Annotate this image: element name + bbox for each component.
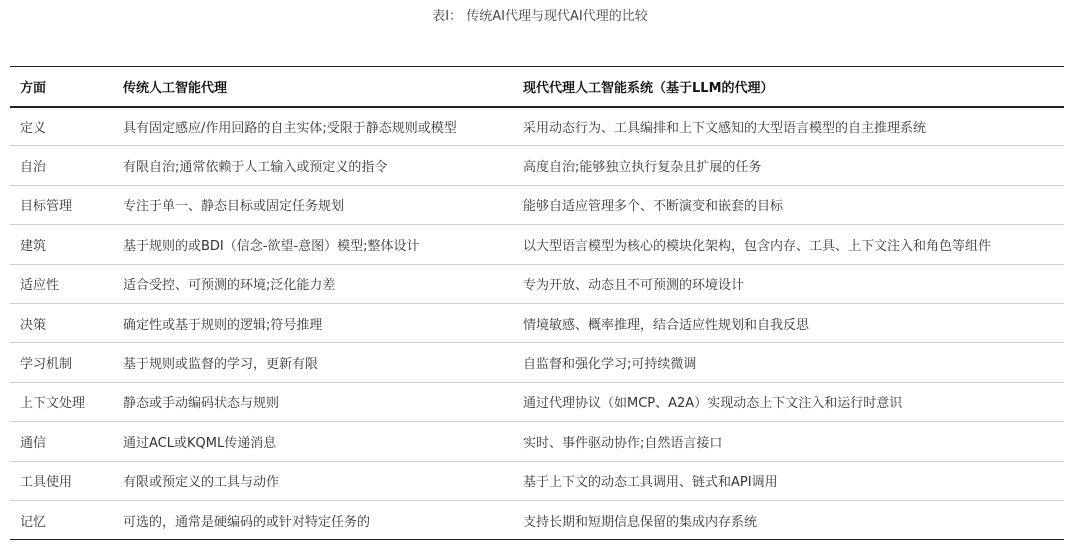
header-aspect: 方面 [20,80,47,96]
table-row [10,500,1064,539]
comparison-table [10,66,1064,540]
cell-aspect: 建筑 [20,238,47,254]
cell-aspect: 通信 [20,435,47,451]
cell-aspect: 工具使用 [20,475,73,491]
cell-modern: 基于上下文的动态工具调用、链式和API调用 [523,475,778,491]
cell-modern: 支持长期和短期信息保留的集成内存系统 [523,514,758,530]
table-row [10,107,1064,146]
table-row [10,264,1064,303]
cell-aspect: 决策 [20,317,47,333]
cell-aspect: 记忆 [20,514,47,530]
cell-aspect: 目标管理 [20,199,73,215]
table-row [10,225,1064,264]
cell-aspect: 学习机制 [20,357,73,373]
table-row [10,343,1064,382]
cell-modern: 通过代理协议（如MCP、A2A）实现动态上下文注入和运行时意识 [523,396,903,412]
cell-modern: 实时、事件驱动协作;自然语言接口 [523,435,723,451]
table-row [10,422,1064,461]
cell-aspect: 定义 [20,120,47,136]
cell-traditional: 专注于单一、静态目标或固定任务规划 [123,199,345,215]
cell-traditional: 适合受控、可预测的环境;泛化能力差 [123,278,336,294]
table-row [10,461,1064,500]
cell-modern: 专为开放、动态且不可预测的环境设计 [523,278,745,294]
cell-aspect: 适应性 [20,278,60,294]
table-caption: 表I： 传统AI代理与现代AI代理的比较 [432,9,648,24]
header-traditional-agent: 传统人工智能代理 [123,80,228,96]
cell-modern: 自监督和强化学习;可持续微调 [523,357,697,373]
table-row [10,303,1064,342]
cell-traditional: 有限自治;通常依赖于人工输入或预定义的指令 [123,160,388,176]
cell-modern: 高度自治;能够独立执行复杂且扩展的任务 [523,160,762,176]
cell-traditional: 基于规则或监督的学习，更新有限 [123,357,319,373]
table-row [10,382,1064,421]
cell-modern: 能够自适应管理多个、不断演变和嵌套的目标 [523,199,784,215]
table-row [10,185,1064,224]
cell-aspect: 上下文处理 [20,396,86,412]
cell-traditional: 可选的，通常是硬编码的或针对特定任务的 [123,514,371,530]
cell-modern: 情境敏感、概率推理，结合适应性规划和自我反思 [523,317,810,333]
cell-traditional: 具有固定感应/作用回路的自主实体;受限于静态规则或模型 [123,120,457,136]
cell-traditional: 通过ACL或KQML传递消息 [123,435,277,451]
table-body [10,107,1064,540]
cell-traditional: 有限或预定义的工具与动作 [123,475,280,491]
cell-modern: 采用动态行为、工具编排和上下文感知的大型语言模型的自主推理系统 [523,120,927,136]
cell-aspect: 自治 [20,160,47,176]
header-row [10,67,1064,107]
table-header [10,67,1064,107]
cell-modern: 以大型语言模型为核心的模块化架构，包含内存、工具、上下文注入和角色等组件 [523,238,992,254]
table-row [10,146,1064,185]
cell-traditional: 静态或手动编码状态与规则 [123,396,280,412]
cell-traditional: 确定性或基于规则的逻辑;符号推理 [123,317,323,333]
cell-traditional: 基于规则的或BDI（信念-欲望-意图）模型;整体设计 [123,238,420,254]
header-modern-agent: 现代代理人工智能系统（基于LLM的代理） [523,80,774,96]
